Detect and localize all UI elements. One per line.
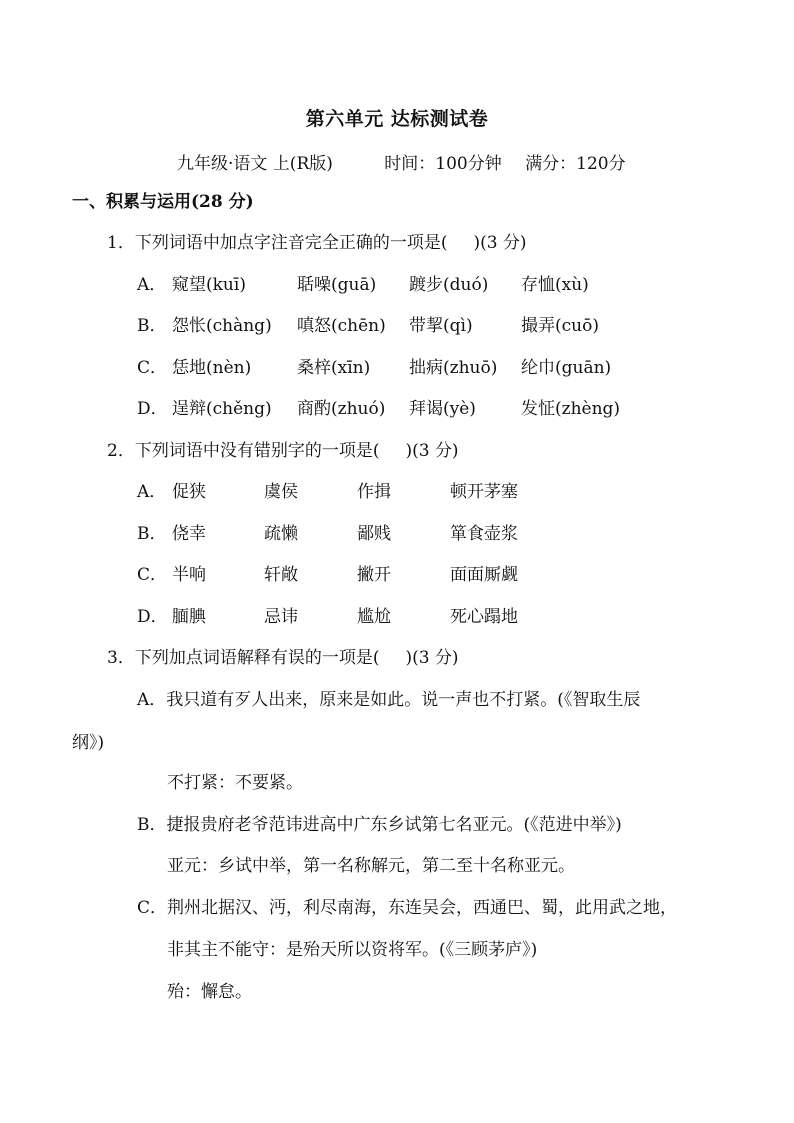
option-word: 鄙贱 [357,524,391,544]
question-1-stem [107,231,527,255]
option-label: B． [137,316,167,336]
question-3-option-b: B．捷报贵府老爷范讳进高中广东乡试第七名亚元。(《范进中举》) [137,815,622,835]
option-word: 窥望(kuī) [172,275,246,295]
option-word: 拙病(zhuō) [409,358,498,378]
question-1-score: )(3 分) [473,233,527,253]
question-3-stem-start: 3．下列加点词语解释有误的一项是( [107,648,380,668]
option-word: 面面厮觑 [450,565,518,585]
question-2-stem [107,439,459,463]
option-word: 侥幸 [172,524,206,544]
question-2-score: )(3 分) [405,441,459,461]
question-3-score: )(3 分) [405,648,459,668]
option-word: 轩敞 [264,565,298,585]
score-label: 满分：120分 [525,154,626,174]
question-3-option-a-note: 不打紧：不要紧。 [167,773,303,793]
question-3-stem [107,646,459,670]
question-3-option-a-continued: 纲》) [72,733,105,753]
option-word: 带挈(qì) [409,316,473,336]
option-word: 拜谒(yè) [409,399,476,419]
section-heading: 一、积累与运用(28 分) [72,192,254,212]
question-3-option-c-note: 殆：懈怠。 [167,982,252,1002]
option-word: 纶巾(guān) [521,358,612,378]
option-word: 顿开茅塞 [450,482,518,502]
exam-title: 第六单元 达标测试卷 [305,108,489,130]
option-label: A． [137,275,167,295]
option-word: 作揖 [357,482,391,502]
option-word: 尴尬 [357,607,391,627]
question-1-stem-start: 1．下列词语中加点字注音完全正确的一项是( [107,233,448,253]
option-word: 死心蹋地 [450,607,518,627]
option-word: 撇开 [357,565,391,585]
option-label: D． [137,399,168,419]
option-word: 逞辩(chěng) [172,399,272,419]
option-word: 恁地(nèn) [172,358,252,378]
question-3-option-c: C．荆州北据汉、沔，利尽南海，东连吴会，西通巴、蜀，此用武之地， [137,898,678,918]
option-label: D． [137,607,168,627]
option-word: 忌讳 [264,607,298,627]
question-3-option-a: A．我只道有歹人出来，原来是如此。说一声也不打紧。(《智取生辰 [137,690,641,710]
option-word: 虞侯 [264,482,298,502]
option-word: 怨怅(chàng) [172,316,272,336]
option-word: 商酌(zhuó) [297,399,386,419]
option-word: 疏懒 [264,524,298,544]
grade-label: 九年级·语文 上(R版) [177,154,333,174]
option-word: 桑梓(xīn) [297,358,371,378]
time-label: 时间：100分钟 [384,154,502,174]
option-label: C． [137,358,168,378]
option-label: B． [137,524,167,544]
option-word: 半响 [172,565,206,585]
option-label: C． [137,565,168,585]
option-word: 促狭 [172,482,206,502]
option-word: 踱步(duó) [409,275,489,295]
option-label: A． [137,482,167,502]
question-3-option-c-continued: 非其主不能守：是殆天所以资将军。(《三顾茅庐》) [167,940,538,960]
option-word: 撮弄(cuō) [521,316,599,336]
option-word: 箪食壶浆 [450,524,518,544]
exam-meta [177,149,697,174]
option-word: 发怔(zhèng) [521,399,621,419]
question-3-option-b-note: 亚元：乡试中举，第一名称解元，第二至十名称亚元。 [167,856,575,876]
question-2-stem-start: 2．下列词语中没有错别字的一项是( [107,441,380,461]
option-word: 嗔怒(chēn) [297,316,386,336]
option-word: 腼腆 [172,607,206,627]
option-word: 聒噪(guā) [297,275,377,295]
option-word: 存恤(xù) [521,275,589,295]
